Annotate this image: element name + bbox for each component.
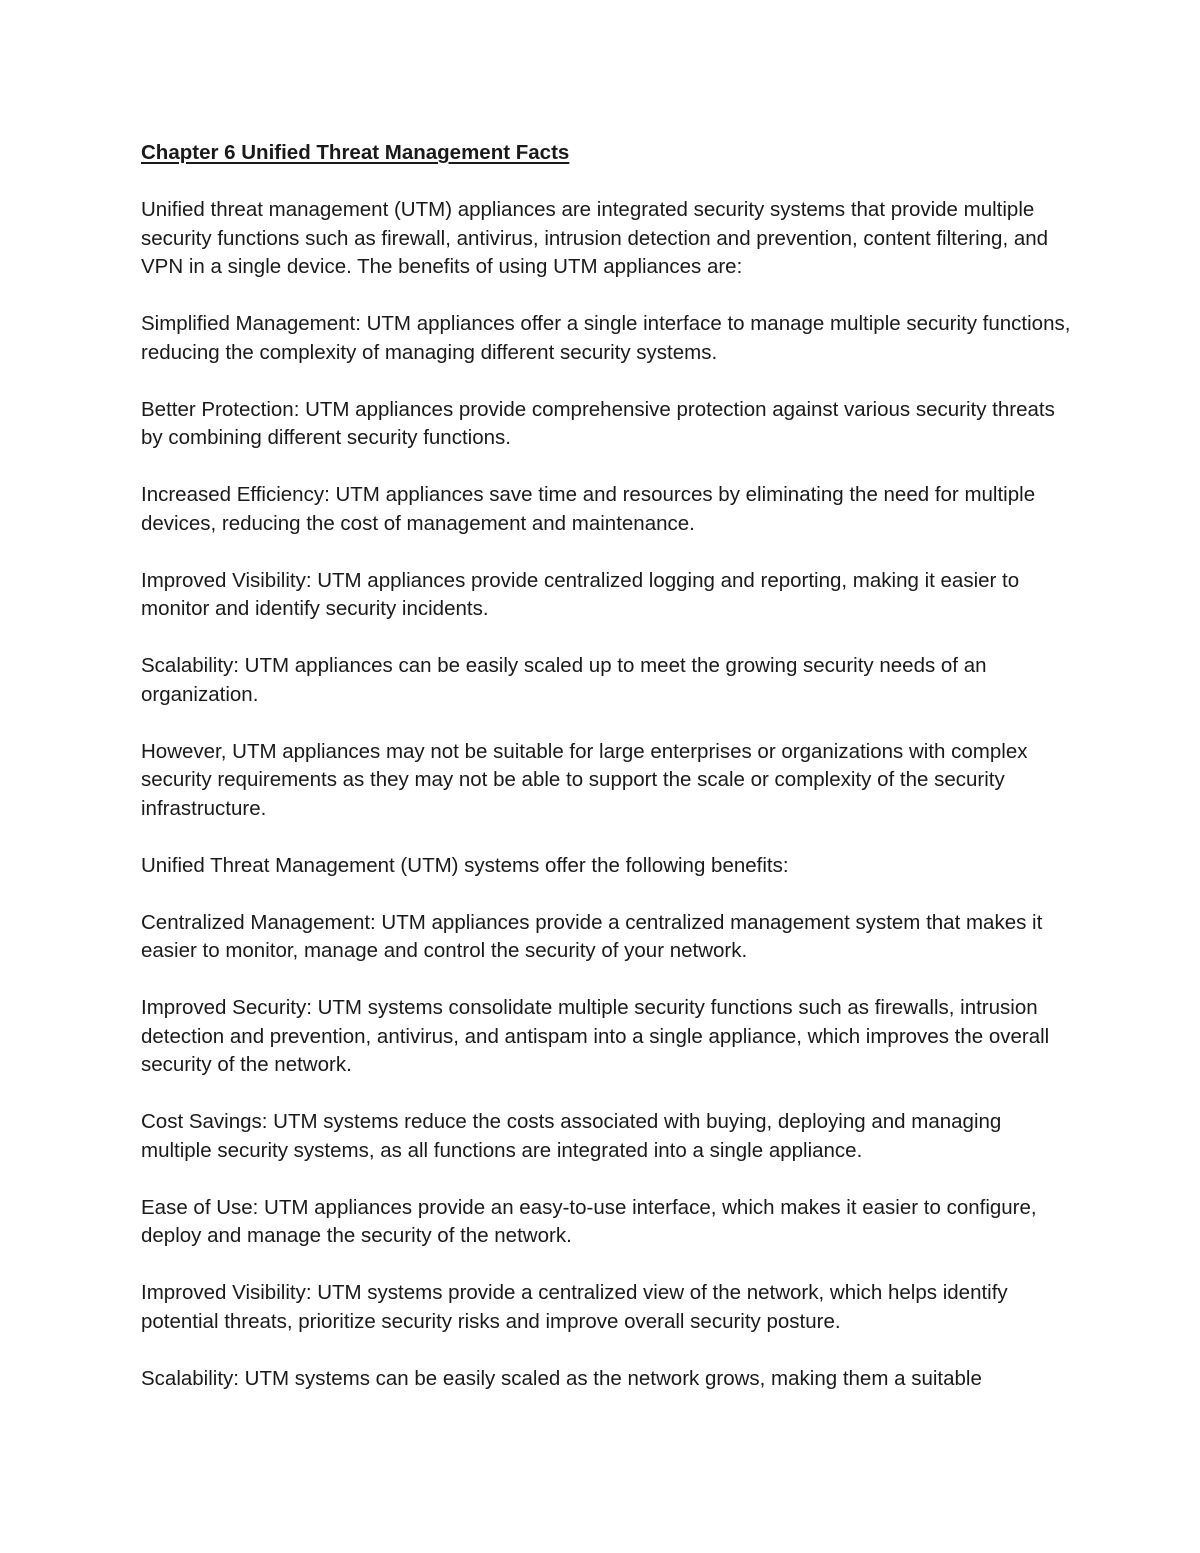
paragraph-scalability-2: Scalability: UTM systems can be easily scaled as the network grows, making them a suitable	[141, 1366, 982, 1390]
paragraph-improved-security: Improved Security: UTM systems consolidate multiple security functions such as firewalls, intrusion detection and prevention, antivirus, and antispam into a single appliance, which improves the overall security of the network.	[141, 996, 1050, 1076]
paragraph-better-protection: Better Protection: UTM appliances provide comprehensive protection against various security threats by combining different security functions.	[141, 397, 1055, 449]
paragraph-simplified-management: Simplified Management: UTM appliances offer a single interface to manage multiple security functions, reducing the complexity of managing different security systems.	[141, 312, 1071, 364]
document-body	[141, 139, 1071, 1393]
paragraph-improved-visibility-2: Improved Visibility: UTM systems provide a centralized view of the network, which helps identify potential threats, prioritize security risks and improve overall security posture.	[141, 1281, 1008, 1333]
paragraph-intro: Unified threat management (UTM) appliances are integrated security systems that provide multiple security functions such as firewall, antivirus, intrusion detection and prevention, content filtering, and VPN in a single device. The benefits of using UTM appliances are:	[141, 198, 1049, 278]
paragraph-improved-visibility: Improved Visibility: UTM appliances provide centralized logging and reporting, making it easier to monitor and identify security incidents.	[141, 568, 1020, 620]
paragraph-benefits-intro: Unified Threat Management (UTM) systems offer the following benefits:	[141, 853, 789, 877]
paragraph-increased-efficiency: Increased Efficiency: UTM appliances save time and resources by eliminating the need for multiple devices, reducing the cost of management and maintenance.	[141, 483, 1036, 535]
paragraph-however: However, UTM appliances may not be suitable for large enterprises or organizations with complex security requirements as they may not be able to support the scale or complexity of the security infrastructure.	[141, 739, 1028, 820]
paragraph-centralized-management: Centralized Management: UTM appliances provide a centralized management system that makes it easier to monitor, manage and control the security of your network.	[141, 910, 1043, 962]
paragraph-cost-savings: Cost Savings: UTM systems reduce the costs associated with buying, deploying and managing multiple security systems, as all functions are integrated into a single appliance.	[141, 1110, 1002, 1162]
document-title: Chapter 6 Unified Threat Management Facts	[141, 141, 570, 164]
paragraph-scalability: Scalability: UTM appliances can be easily scaled up to meet the growing security needs of an organization.	[141, 654, 987, 706]
paragraph-ease-of-use: Ease of Use: UTM appliances provide an easy-to-use interface, which makes it easier to configure, deploy and manage the security of the network.	[141, 1195, 1037, 1247]
